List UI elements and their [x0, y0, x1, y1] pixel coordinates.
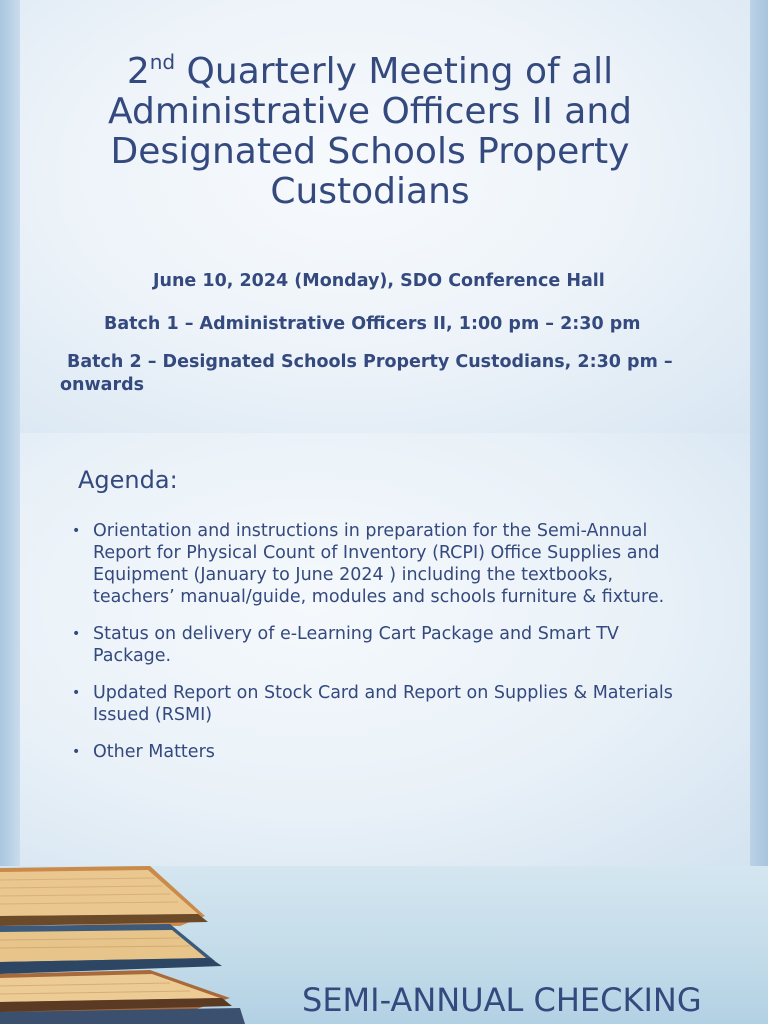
agenda-item-text: Orientation and instructions in preparation for the Semi-Annual Report for Physical Count of Inventory (RCPI) Office Supplies and Equipment (January to June 2024 ) including the textbooks, teachers’ manual/guide, modules and schools furniture & fixture.	[93, 521, 665, 607]
agenda-item-text: Other Matters	[93, 742, 215, 762]
agenda-heading: Agenda:	[78, 466, 178, 494]
bullet-icon: •	[72, 523, 81, 539]
agenda-item	[70, 741, 700, 763]
date-venue: June 10, 2024 (Monday), SDO Conference Hall	[153, 271, 605, 291]
slide-2	[0, 433, 768, 866]
agenda-item-text: Status on delivery of e-Learning Cart Package and Smart TV Package.	[93, 624, 619, 666]
bullet-icon: •	[72, 744, 81, 760]
bullet-icon: •	[72, 626, 81, 642]
slide-3	[0, 866, 768, 1024]
title-rest: Quarterly Meeting of all Administrative Officers II and Designated Schools Property Custodians	[108, 51, 632, 212]
batch-1: Batch 1 – Administrative Officers II, 1:00 pm – 2:30 pm	[104, 314, 641, 334]
bullet-icon: •	[72, 685, 81, 701]
agenda-item	[70, 520, 700, 608]
agenda-item-text: Updated Report on Stock Card and Report on Supplies & Materials Issued (RSMI)	[93, 683, 673, 725]
books-image	[0, 866, 250, 1024]
batch-2: Batch 2 – Designated Schools Property Custodians, 2:30 pm – onwards	[60, 352, 673, 395]
agenda-item	[70, 682, 700, 726]
agenda-list	[70, 520, 700, 778]
title-prefix: 2	[126, 51, 150, 92]
slide-3-title: SEMI-ANNUAL CHECKING	[302, 981, 702, 1019]
slide-1-title	[60, 52, 680, 212]
slide-1	[0, 0, 768, 433]
title-superscript: nd	[149, 50, 176, 74]
agenda-item	[70, 623, 700, 667]
